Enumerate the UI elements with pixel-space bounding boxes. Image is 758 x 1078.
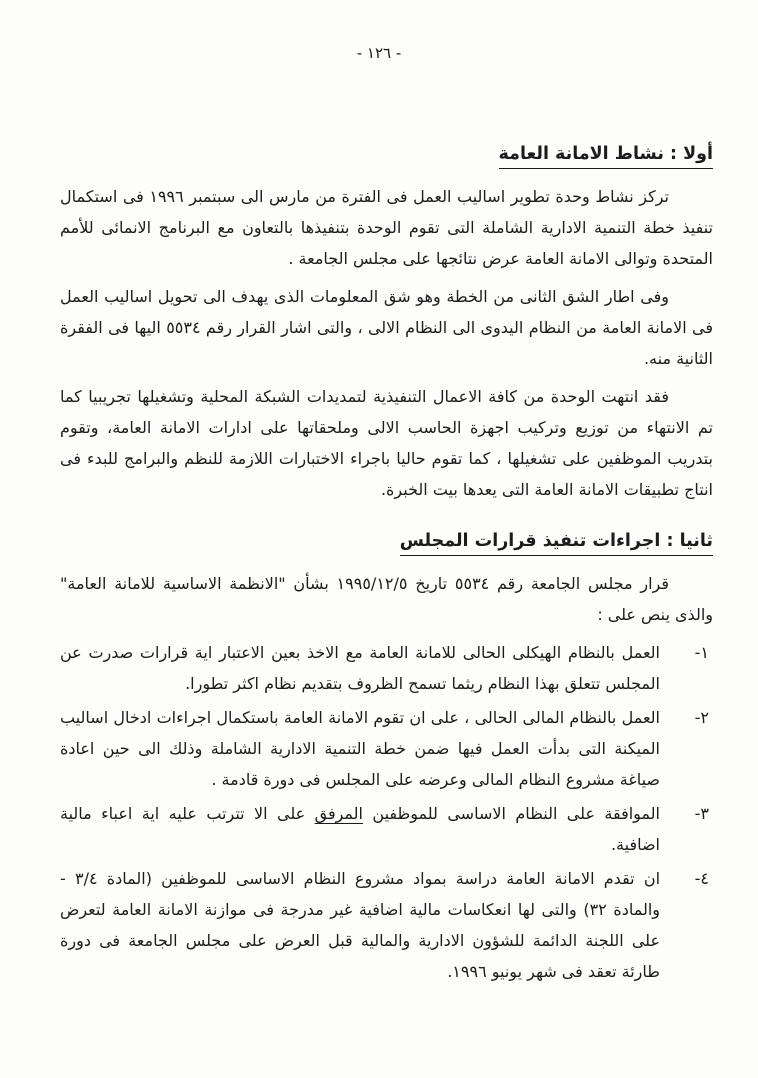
list-item-4-marker: ٤- xyxy=(694,869,709,888)
section2-heading-text: ثانيا : اجراءات تنفيذ قرارات المجلس xyxy=(400,531,713,556)
section1-heading xyxy=(60,144,713,169)
section1-paragraph-2: وفى اطار الشق الثانى من الخطة وهو شق المعلومات الذى يهدف الى تحويل اساليب العمل فى الامانة العامة من النظام اليدوى الى النظام الالى ، والتى اشار القرار رقم ٥٥٣٤ اليها فى الفقرة الثانية منه. xyxy=(60,287,714,368)
section1-paragraph-1: تركز نشاط وحدة تطوير اساليب العمل فى الفترة من مارس الى سبتمبر ١٩٩٦ فى استكمال تنفيذ خطة التنمية الادارية الشاملة التى تقوم الوحدة بتنفيذها بالتعاون مع البرنامج الانمائى للأمم المتحدة وتوالى الامانة العامة عرض نتائجها على مجلس الجامعة . xyxy=(60,187,713,268)
list-item-3-text xyxy=(60,798,660,860)
list-item-3-text-before: الموافقة على النظام الاساسى للموظفين xyxy=(362,804,661,823)
list-item-2 xyxy=(60,702,713,795)
list-item-1-text: العمل بالنظام الهيكلى الحالى للامانة العامة مع الاخذ بعين الاعتبار اية قرارات صدرت عن المجلس تتعلق بهذا النظام ريثما تسمح الظروف بتقديم نظام اكثر تطورا. xyxy=(60,643,660,693)
list-item-3-marker: ٣- xyxy=(694,804,709,823)
list-item-3 xyxy=(60,798,713,860)
section2-heading xyxy=(60,531,713,556)
list-item-4 xyxy=(60,863,713,987)
section2-intro-paragraph: قرار مجلس الجامعة رقم ٥٥٣٤ تاريخ ١٩٩٥/١٢/٥ بشأن "الانظمة الاساسية للامانة العامة" والذى ينص على : xyxy=(60,574,713,624)
section1-heading-text: أولا : نشاط الامانة العامة xyxy=(499,144,714,169)
list-item-4-text: ان تقدم الامانة العامة دراسة بمواد مشروع النظام الاساسى للموظفين (المادة ٣/٤ - والمادة ٣٢) والتى لها انعكاسات مالية اضافية غير مدرجة فى موازنة الامانة العامة لتعرض على اللجنة الدائمة للشؤون الادارية والمالية قبل العرض على مجلس الجامعة فى دورة طارئة تعقد فى شهر يونيو ١٩٩٦. xyxy=(60,869,661,981)
page-number: - ١٢٦ - xyxy=(356,44,402,62)
list-item-3-text-after: على الا تترتب عليه اية اعباء مالية اضافية. xyxy=(60,804,660,854)
underlined-word-attached: المرفق xyxy=(314,804,363,823)
list-item-1 xyxy=(60,637,713,699)
list-item-2-text: العمل بالنظام المالى الحالى ، على ان تقوم الامانة العامة باستكمال اجراءات ادخال اساليب الميكنة التى بدأت العمل فيها ضمن خطة التنمية الادارية الشاملة وذلك الى حين اعادة صياغة مشروع النظام المالى وعرضه على المجلس فى دورة قادمة . xyxy=(60,708,660,789)
decision-list xyxy=(60,637,713,987)
section1-paragraph-3: فقد انتهت الوحدة من كافة الاعمال التنفيذية لتمديدات الشبكة المحلية وتشغيلها تجريبيا كما تم الانتهاء من توزيع وتركيب اجهزة الحاسب الالى وملحقاتها على ادارات الامانة العامة، وتقوم بتدريب الموظفين على تشغيلها ، كما تقوم حاليا باجراء الاختبارات اللازمة للنظم والبرامج للبدء فى انتاج تطبيقات الامانة العامة التى يعدها بيت الخبرة. xyxy=(60,387,713,499)
list-item-1-marker: ١- xyxy=(694,643,709,662)
list-item-2-marker: ٢- xyxy=(694,708,709,727)
document-content xyxy=(60,144,713,987)
